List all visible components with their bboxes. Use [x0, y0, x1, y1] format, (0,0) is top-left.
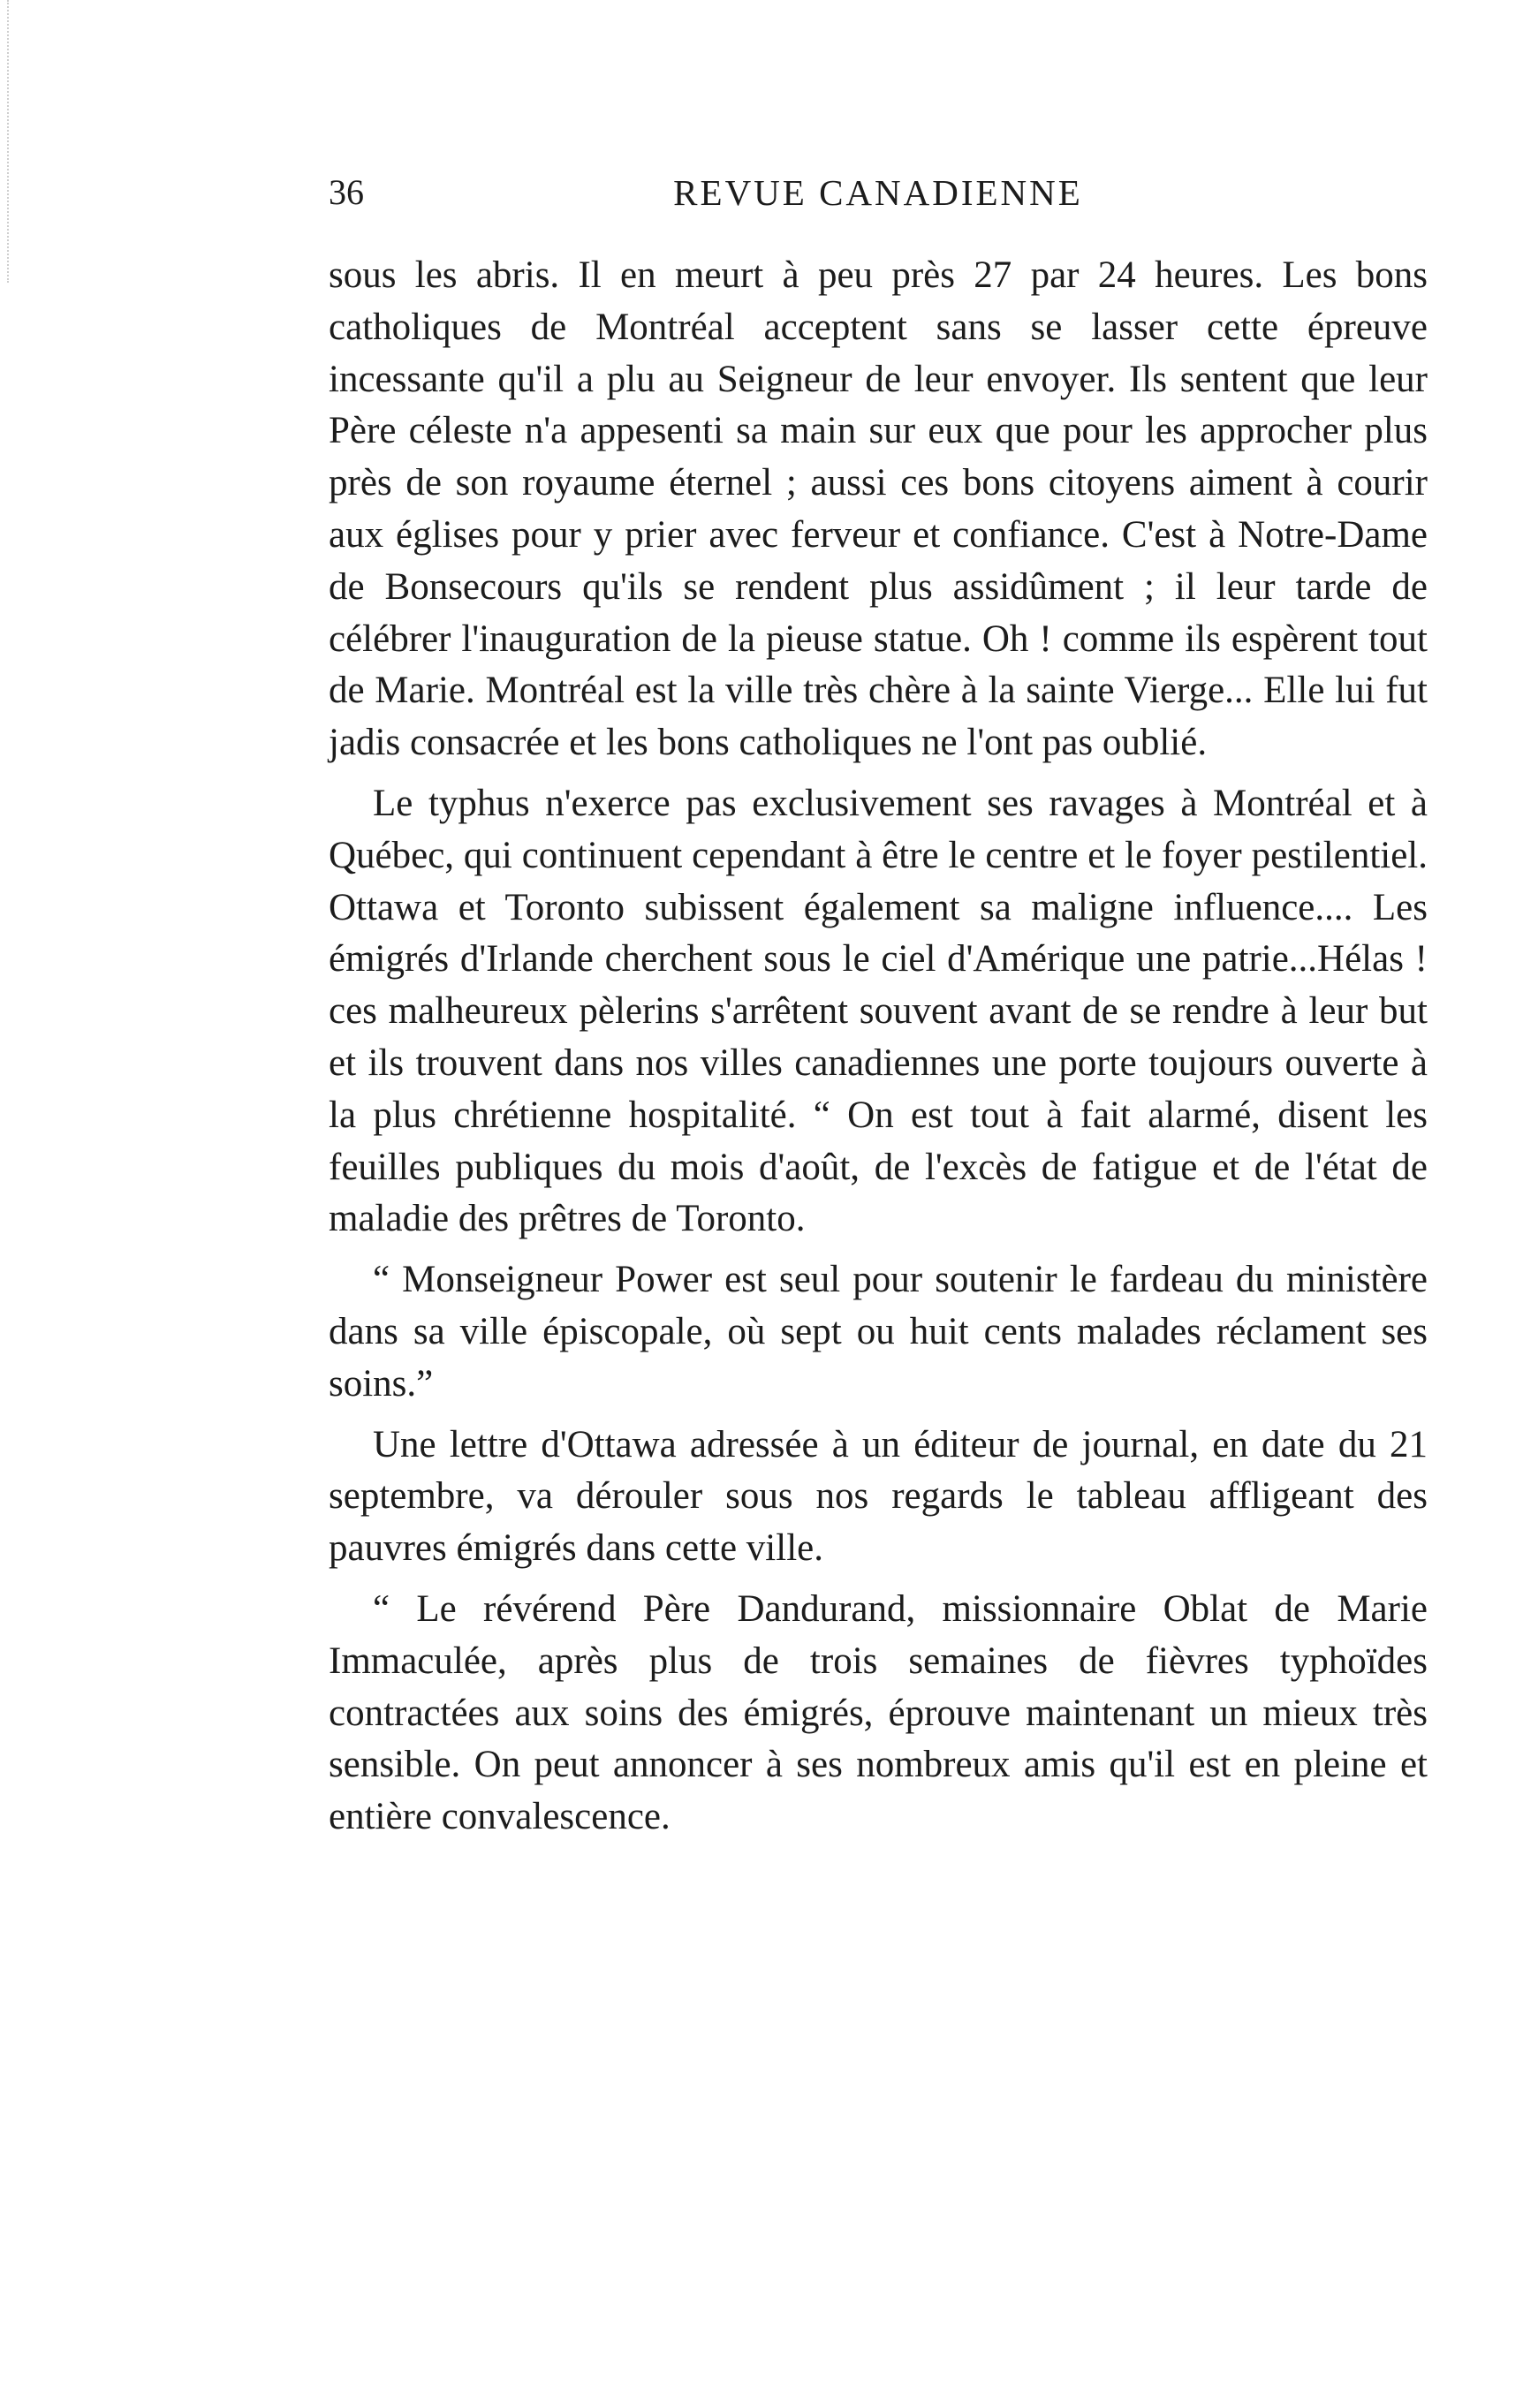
- scan-edge-marks: [7, 0, 18, 283]
- paragraph-2: Le typhus n'exerce pas exclusivement ses ravages à Montréal et à Québec, qui continuent cependant à être le centre et le foyer pestilentiel. Ottawa et Toronto subissent également sa maligne influence.... Les émigrés d'Irlande cherchent sous le ciel d'Amérique une patrie...Hélas ! ces malheureux pèlerins s'arrêtent souvent avant de se rendre à leur but et ils trouvent dans nos villes canadiennes une porte toujours ouverte à la plus chrétienne hospitalité. “ On est tout à fait alarmé, disent les feuilles publiques du mois d'août, de l'excès de fatigue et de l'état de maladie des prêtres de Toronto.: [329, 782, 1428, 1240]
- paragraph-4: Une lettre d'Ottawa adressée à un éditeur de journal, en date du 21 septembre, va dérouler sous nos regards le tableau affligeant des pauvres émigrés dans cette ville.: [329, 1423, 1428, 1570]
- running-head-title: REVUE CANADIENNE: [673, 172, 1083, 213]
- paragraph-1: sous les abris. Il en meurt à peu près 27 par 24 heures. Les bons catholiques de Montréal acceptent sans se lasser cette épreuve incessante qu'il a plu au Seigneur de leur envoyer. Ils sentent que leur Père céleste n'a appesenti sa main sur eux que pour les approcher plus près de son royaume éternel ; aussi ces bons citoyens aiment à courir aux églises pour y prier avec ferveur et confiance. C'est à Notre-Dame de Bonsecours qu'ils se rendent plus assidûment ; il leur tarde de célébrer l'inauguration de la pieuse statue. Oh ! comme ils espèrent tout de Marie. Montréal est la ville très chère à la sainte Vierge... Elle lui fut jadis consacrée et les bons catholiques ne l'ont pas oublié.: [329, 254, 1428, 764]
- paragraph-3: “ Monseigneur Power est seul pour soutenir le fardeau du ministère dans sa ville épiscopale, où sept ou huit cents malades réclament ses soins.”: [329, 1259, 1428, 1405]
- body-text: [329, 250, 1428, 1844]
- page-number: 36: [329, 172, 364, 212]
- paragraph-5: “ Le révérend Père Dandurand, missionnaire Oblat de Marie Immaculée, après plus de trois semaines de fièvres typhoïdes contractées aux soins des émigrés, éprouve maintenant un mieux très sensible. On peut annoncer à ses nombreux amis qu'il est en pleine et entière convalescence.: [329, 1587, 1428, 1838]
- running-head: [329, 166, 1428, 219]
